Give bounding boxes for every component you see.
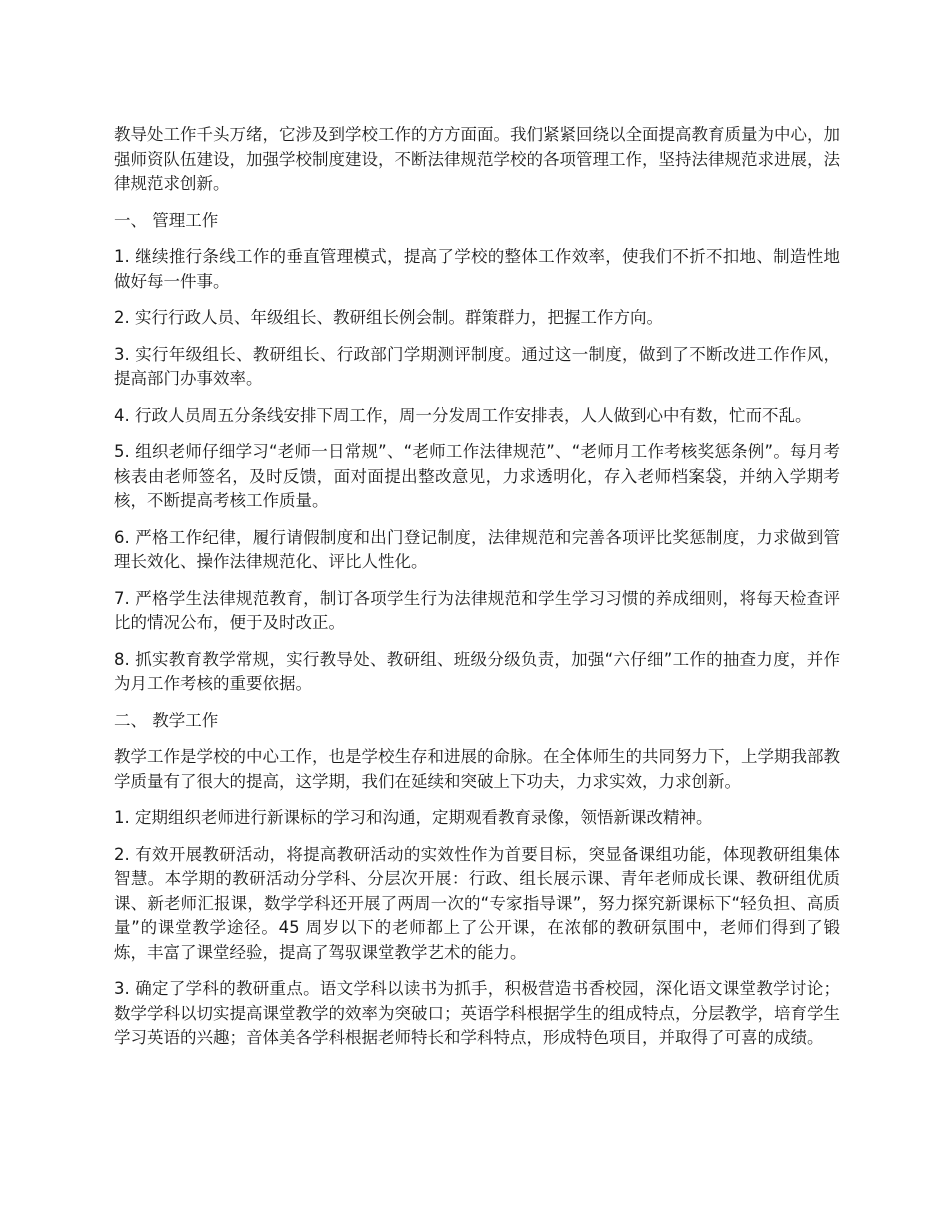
teaching-item-2: 2. 有效开展教研活动，将提高教研活动的实效性作为首要目标，突显备课组功能，体现教研组集体智慧。本学期的教研活动分学科、分层次开展：行政、组长展示课、青年老师成长课、教研组优质课、新老师汇报课，数学学科还开展了两周一次的“专家指导课”，努力探究新课标下“轻负担、高质量”的课堂教学途径。45 周岁以下的老师都上了公开课，在浓郁的教研氛围中，老师们得到了锻炼，丰富了课堂经验，提高了驾驭课堂教学艺术的能力。 [114, 844, 840, 962]
management-item-1: 1. 继续推行条线工作的垂直管理模式，提高了学校的整体工作效率，使我们不折不扣地、制造性地做好每一件事。 [114, 247, 840, 291]
intro-paragraph: 教导处工作千头万绪，它涉及到学校工作的方方面面。我们紧紧回绕以全面提高教育质量为中心，加强师资队伍建设，加强学校制度建设，不断法律规范学校的各项管理工作，坚持法律规范求进展，法律规范求创新。 [114, 125, 840, 193]
management-item-5: 5. 组织老师仔细学习“老师一日常规”、“老师工作法律规范”、“老师月工作考核奖惩条例”。每月考核表由老师签名，及时反馈，面对面提出整改意见，力求透明化，存入老师档案袋，并纳入学期考核，不断提高考核工作质量。 [114, 442, 840, 510]
section-heading-teaching: 二、 教学工作 [114, 710, 219, 730]
teaching-item-3: 3. 确定了学科的教研重点。语文学科以读书为抓手，积极营造书香校园，深化语文课堂教学讨论；数学学科以切实提高课堂教学的效率为突破口；英语学科根据学生的组成特点，分层教学，培育学生学习英语的兴趣；音体美各学科根据老师特长和学科特点，形成特色项目，并取得了可喜的成绩。 [114, 979, 840, 1047]
teaching-intro-paragraph: 教学工作是学校的中心工作，也是学校生存和进展的命脉。在全体师生的共同努力下，上学期我部教学质量有了很大的提高，这学期，我们在延续和突破上下功夫，力求实效，力求创新。 [114, 747, 840, 791]
management-item-4: 4. 行政人员周五分条线安排下周工作，周一分发周工作安排表，人人做到心中有数，忙而不乱。 [114, 405, 812, 425]
management-item-6: 6. 严格工作纪律，履行请假制度和出门登记制度，法律规范和完善各项评比奖惩制度，力求做到管理长效化、操作法律规范化、评比人性化。 [114, 527, 840, 571]
management-item-7: 7. 严格学生法律规范教育，制订各项学生行为法律规范和学生学习习惯的养成细则，将每天检查评比的情况公布，便于及时改正。 [114, 588, 840, 632]
management-item-3: 3. 实行年级组长、教研组长、行政部门学期测评制度。通过这一制度，做到了不断改进工作作风，提高部门办事效率。 [114, 344, 840, 388]
management-item-8: 8. 抓实教育教学常规，实行教导处、教研组、班级分级负责，加强“六仔细”工作的抽查力度，并作为月工作考核的重要依据。 [114, 649, 840, 693]
document-body [114, 123, 840, 1063]
section-heading-management: 一、 管理工作 [114, 210, 219, 230]
teaching-item-1: 1. 定期组织老师进行新课标的学习和沟通，定期观看教育录像，领悟新课改精神。 [114, 808, 713, 827]
management-item-2: 2. 实行行政人员、年级组长、教研组长例会制。群策群力，把握工作方向。 [114, 308, 663, 327]
